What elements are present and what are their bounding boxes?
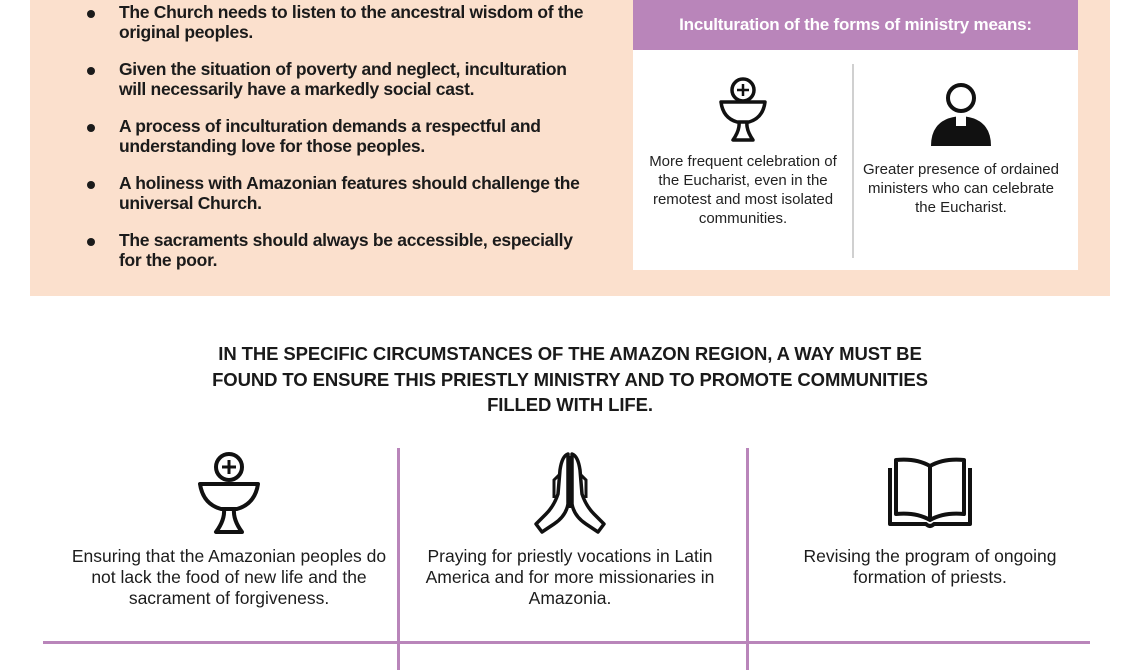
chalice-icon	[718, 72, 768, 144]
grid-item-text: Revising the program of ongoing formation of priests.	[803, 546, 1057, 587]
bullet-dot-icon	[87, 10, 95, 18]
grid-divider	[397, 448, 400, 670]
ministry-item-text: More frequent celebration of the Eucharist, even in the remotest and most isolated communities.	[649, 153, 837, 227]
bullet-dot-icon	[87, 238, 95, 246]
chalice-icon	[197, 450, 261, 536]
open-book-icon	[886, 450, 974, 536]
ministry-card	[633, 0, 1078, 270]
bullet-text: A process of inculturation demands a respectful and understanding love for those peoples.	[119, 116, 541, 156]
bullet-dot-icon	[87, 181, 95, 189]
bullet-list	[85, 3, 585, 288]
bullet-text: A holiness with Amazonian features should challenge the universal Church.	[119, 173, 580, 213]
bullet-text: The sacraments should always be accessible, especially for the poor.	[119, 230, 573, 270]
bullet-item	[85, 174, 585, 213]
bullet-item	[85, 231, 585, 270]
grid-item-vocations	[405, 450, 735, 609]
ministry-card-title: Inculturation of the forms of ministry means:	[633, 0, 1078, 50]
praying-hands-icon	[532, 450, 608, 536]
grid-divider	[43, 641, 1090, 644]
ministry-item-eucharist	[643, 72, 843, 228]
bullet-text: Given the situation of poverty and neglect, inculturation will necessarily have a markedly social cast.	[119, 59, 567, 99]
section-heading: IN THE SPECIFIC CIRCUMSTANCES OF THE AMAZON REGION, A WAY MUST BE FOUND TO ENSURE THIS PRIESTLY MINISTRY AND TO PROMOTE COMMUNITIES FILLED WITH LIFE.	[212, 343, 928, 415]
bullet-dot-icon	[87, 67, 95, 75]
bullet-item	[85, 117, 585, 156]
grid-divider	[746, 448, 749, 670]
bullet-dot-icon	[87, 124, 95, 132]
grid-item-formation	[765, 450, 1095, 588]
ministry-item-ministers	[861, 72, 1061, 217]
priest-icon	[929, 80, 993, 148]
bullet-text: The Church needs to listen to the ancestral wisdom of the original peoples.	[119, 2, 584, 42]
card-divider	[852, 64, 854, 258]
grid-item-text: Ensuring that the Amazonian peoples do not lack the food of new life and the sacrament of forgiveness.	[71, 546, 387, 608]
grid-item-sacraments	[64, 450, 394, 609]
bullet-item	[85, 60, 585, 99]
grid-item-text: Praying for priestly vocations in Latin America and for more missionaries in Amazonia.	[425, 546, 715, 608]
ministry-item-text: Greater presence of ordained ministers who can celebrate the Eucharist.	[863, 161, 1059, 216]
bullet-item	[85, 3, 585, 42]
